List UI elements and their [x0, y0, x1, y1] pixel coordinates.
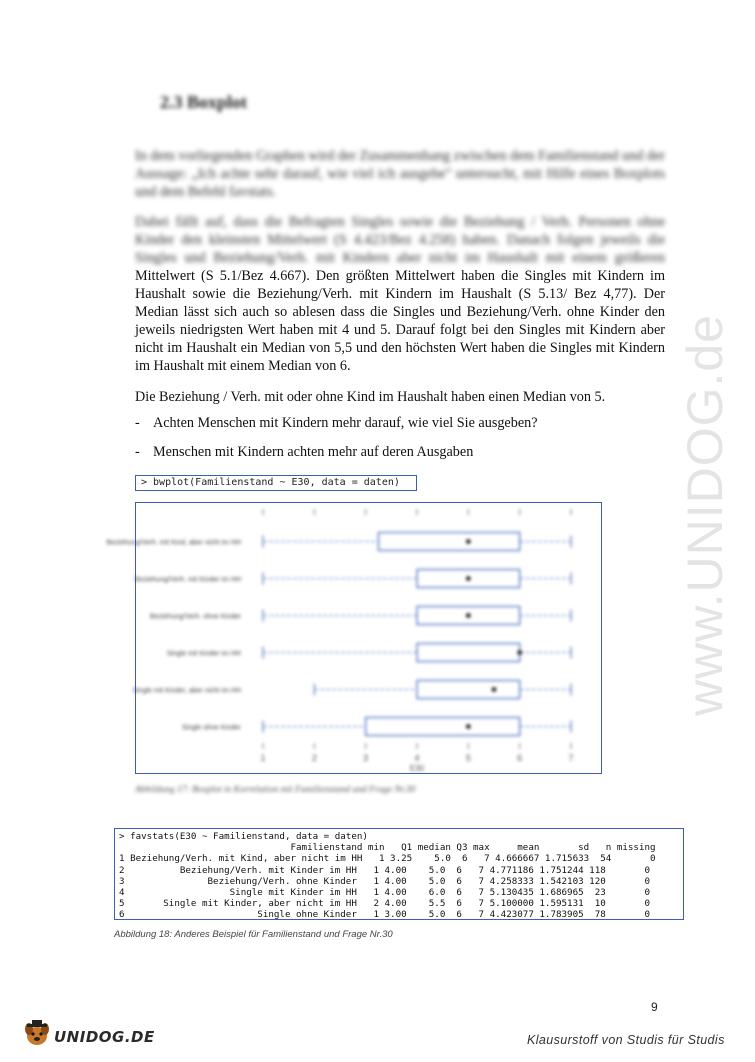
box — [417, 644, 520, 662]
category-label: Beziehung/Verh. mit Kind, aber nicht im HH — [106, 539, 241, 547]
median-dot — [466, 724, 471, 729]
section-heading: 2.3 Boxplot — [160, 92, 248, 112]
box — [379, 533, 520, 551]
page-number: 9 — [651, 1000, 658, 1014]
favstats-command: > favstats(E30 ~ Familienstand, data = daten) — [119, 831, 368, 842]
x-tick-label: 1 — [260, 753, 266, 763]
x-tick-label: 7 — [568, 753, 574, 763]
table-row: 3 Beziehung/Verh. ohne Kinder 1 4.00 5.0 6 7 4.258333 1.542103 120 0 — [119, 875, 651, 887]
x-tick-label: 4 — [414, 753, 420, 763]
x-tick-label: 6 — [517, 753, 523, 763]
table-row: 5 Single mit Kinder, aber nicht im HH 2 4.00 5.5 6 7 5.100000 1.595131 10 0 — [119, 898, 651, 910]
list-item: - Achten Menschen mit Kindern mehr darauf, wie viel Sie ausgeben? — [135, 415, 538, 431]
paragraph-median: Die Beziehung / Verh. mit oder ohne Kind im Haushalt haben einen Median von 5. — [135, 389, 606, 405]
unidog-logo[interactable] — [22, 1020, 155, 1048]
paragraph-analysis-blurred: Dabei fällt auf, dass die Befragten Singles sowie die Beziehung / Verh. Personen ohne Kinder den kleinsten Mittelwert (S 4.423/Bez 4.258) haben. Danach folgen jeweils die Singles und Beziehung/Verh. mit Kindern aber nicht im Haushalt mit einem größeren — [135, 214, 665, 266]
x-tick-label: 2 — [311, 753, 317, 763]
median-dot — [517, 650, 522, 655]
paragraph-intro: In dem vorliegenden Graphen wird der Zusammenhang zwischen dem Familienstand und der Aussage: „Ich achte sehr darauf, wie viel ich ausgebe" untersucht, mit Hilfe eines Boxplots und dem Befehl favstats. — [135, 148, 665, 200]
figure-caption-18: Abbildung 18: Anderes Beispiel für Familienstand und Frage Nr.30 — [114, 929, 393, 940]
dog-icon — [22, 1020, 52, 1048]
table-row: 1 Beziehung/Verh. mit Kind, aber nicht im HH 1 3.25 5.0 6 7 4.666667 1.715633 54 0 — [119, 853, 656, 865]
paragraph-analysis-visible: Mittelwert (S 5.1/Bez 4.667). Den größten Mittelwert haben die Singles mit Kindern im Haushalt sowie die Beziehung/Verh. mit Kindern im Haushalt (S 5.13/ Bez 4,77). Der Median lässt sich auch so ablesen dass die Singles und Beziehung/Verh. ohne Kinder den jeweils niedrigsten Wert haben mit 4 und 5. Darauf folgt bei den Singles mit Kindern aber nicht im Haushalt ein Median von 5,5 und den höchsten Wert haben die Singles mit Kindern im Haushalt mit einem Median von 6. — [135, 268, 665, 374]
footer-slogan: Klausurstoff von Studis für Studis — [527, 1033, 725, 1047]
median-dot — [466, 576, 471, 581]
paragraph-analysis — [135, 213, 665, 375]
logo-text: UNIDOG.DE — [54, 1028, 155, 1046]
r-command-box — [135, 475, 417, 491]
r-command: > bwplot(Familienstand ~ E30, data = daten) — [141, 477, 400, 488]
x-tick-label: 3 — [363, 753, 369, 763]
category-label: Single mit Kinder, aber nicht im HH — [132, 687, 241, 695]
table-row: 6 Single ohne Kinder 1 3.00 5.0 6 7 4.423077 1.783905 78 0 — [119, 909, 651, 921]
favstats-header: Familienstand min Q1 median Q3 max mean sd n missing — [119, 842, 656, 854]
box — [417, 681, 520, 699]
median-dot — [466, 613, 471, 618]
figure-caption-17: Abbildung 17: Boxplot in Korrelation mit Familienstand und Frage Nr.30 — [135, 785, 416, 795]
category-label: Single mit Kinder im HH — [166, 650, 241, 658]
boxplot-chart — [106, 503, 603, 775]
x-tick-label: 5 — [465, 753, 471, 763]
box — [366, 718, 520, 736]
boxplot-figure — [106, 502, 602, 774]
table-row: 2 Beziehung/Verh. mit Kinder im HH 1 4.00 5.0 6 7 4.771186 1.751244 118 0 — [119, 864, 651, 876]
category-label: Single ohne Kinder — [181, 724, 241, 732]
category-label: Beziehung/Verh. ohne Kinder — [149, 613, 241, 621]
watermark — [655, 290, 755, 740]
x-axis-label: E30 — [409, 764, 425, 773]
favstats-output — [114, 828, 684, 920]
question-list — [135, 414, 665, 472]
median-dot — [466, 539, 471, 544]
table-row: 4 Single mit Kinder im HH 1 4.00 6.0 6 7 5.130435 1.686965 23 0 — [119, 887, 651, 899]
category-label: Beziehung/Verh. mit Kinder im HH — [134, 576, 241, 584]
median-dot — [492, 687, 497, 692]
list-item: - Menschen mit Kindern achten mehr auf deren Ausgaben — [135, 444, 474, 460]
watermark-text: www.UNIDOG.de — [677, 314, 733, 716]
